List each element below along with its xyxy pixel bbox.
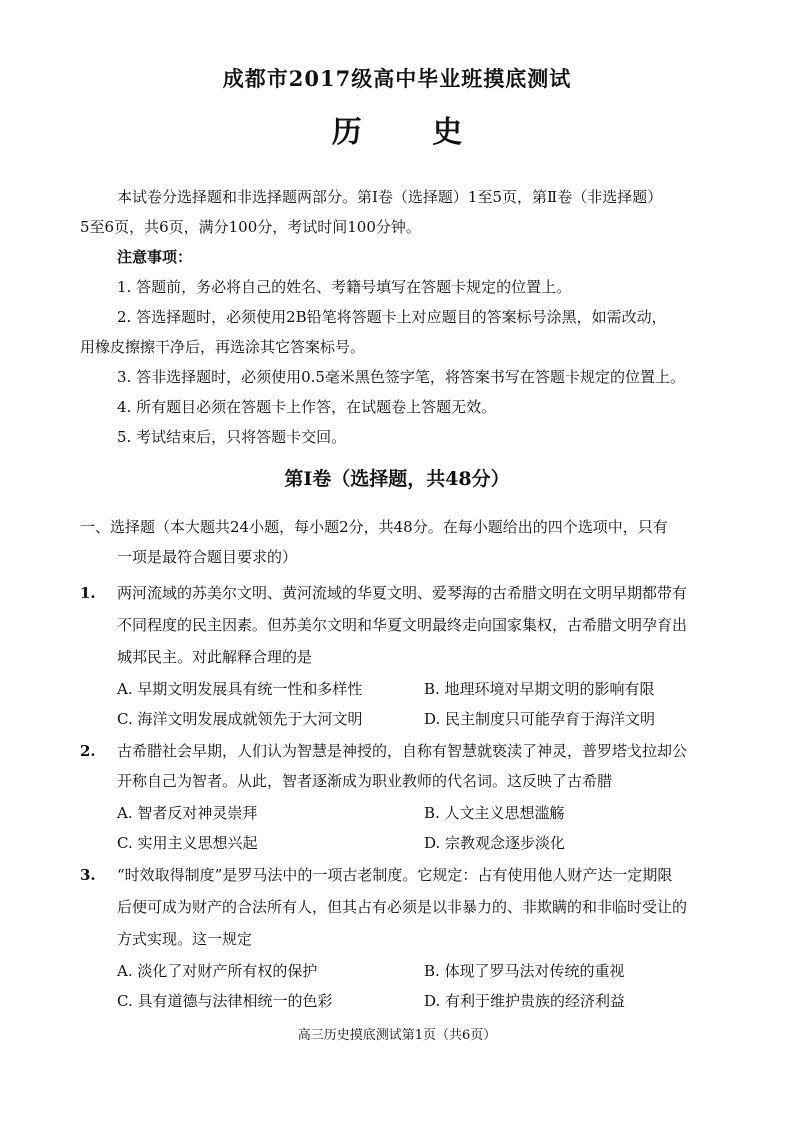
option-d: D. 民主制度只可能孕育于海洋文明 xyxy=(424,710,656,728)
note-item: 用橡皮擦擦干净后，再选涂其它答案标号。 xyxy=(80,338,366,356)
subject-title: 历 史 xyxy=(331,115,493,150)
question-number: 3. xyxy=(80,866,96,884)
question-stem-line: “时效取得制度”是罗马法中的一项古老制度。它规定：占有使用他人财产达一定期限 xyxy=(117,866,673,884)
note-item: 5. 考试结束后，只将答题卡交回。 xyxy=(117,428,347,446)
section-instruction-1: 一、选择题（本大题共24小题，每小题2分，共48分。在每小题给出的四个选项中，只有 xyxy=(80,518,668,536)
section-title: 第Ⅰ卷（选择题，共48分） xyxy=(284,468,510,490)
option-a: A. 淡化了对财产所有权的保护 xyxy=(117,962,318,980)
intro-line-2: 5至6页，共6页，满分100分，考试时间100分钟。 xyxy=(80,218,421,236)
question-stem-line: 开称自己为智者。从此，智者逐渐成为职业教师的代名词。这反映了古希腊 xyxy=(117,772,613,790)
option-a: A. 早期文明发展具有统一性和多样性 xyxy=(117,680,363,698)
note-item: 4. 所有题目必须在答题卡上作答，在试题卷上答题无效。 xyxy=(117,398,497,416)
question-stem-line: 城邦民主。对此解释合理的是 xyxy=(117,648,313,666)
option-d: D. 有利于维护贵族的经济利益 xyxy=(424,992,626,1010)
notes-heading: 注意事项： xyxy=(117,248,193,266)
option-c: C. 实用主义思想兴起 xyxy=(117,834,258,852)
page-footer: 高三历史摸底测试第1页（共6页） xyxy=(297,1028,497,1043)
option-b: B. 人文主义思想滥觞 xyxy=(424,804,565,822)
question-stem-line: 不同程度的民主因素。但苏美尔文明和华夏文明最终走向国家集权，古希腊文明孕育出 xyxy=(117,616,688,634)
option-a: A. 智者反对神灵崇拜 xyxy=(117,804,258,822)
note-item: 3. 答非选择题时，必须使用0.5毫米黑色签字笔，将答案书写在答题卡规定的位置上。 xyxy=(117,368,685,386)
option-d: D. 宗教观念逐步淡化 xyxy=(424,834,566,852)
question-stem-line: 方式实现。这一规定 xyxy=(117,930,253,948)
note-item: 1. 答题前，务必将自己的姓名、考籍号填写在答题卡规定的位置上。 xyxy=(117,278,572,296)
section-instruction-2: 一项是最符合题目要求的） xyxy=(117,548,298,566)
option-b: B. 体现了罗马法对传统的重视 xyxy=(424,962,625,980)
option-b: B. 地理环境对早期文明的影响有限 xyxy=(424,680,655,698)
intro-line-1: 本试卷分选择题和非选择题两部分。第Ⅰ卷（选择题）1至5页，第Ⅱ卷（非选择题） xyxy=(117,188,663,206)
option-c: C. 具有道德与法律相统一的色彩 xyxy=(117,992,333,1010)
question-number: 1. xyxy=(80,584,96,602)
question-stem-line: 后便可成为财产的合法所有人，但其占有必须是以非暴力的、非欺瞒的和非临时受让的 xyxy=(117,898,688,916)
note-item: 2. 答选择题时，必须使用2B铅笔将答题卡上对应题目的答案标号涂黑，如需改动， xyxy=(117,308,667,326)
question-number: 2. xyxy=(80,742,96,760)
option-c: C. 海洋文明发展成就领先于大河文明 xyxy=(117,710,363,728)
exam-title: 成都市2017级高中毕业班摸底测试 xyxy=(222,66,572,91)
question-stem-line: 两河流域的苏美尔文明、黄河流域的华夏文明、爱琴海的古希腊文明在文明早期都带有 xyxy=(117,584,688,602)
question-stem-line: 古希腊社会早期，人们认为智慧是神授的，自称有智慧就亵渎了神灵，普罗塔戈拉却公 xyxy=(117,742,688,760)
